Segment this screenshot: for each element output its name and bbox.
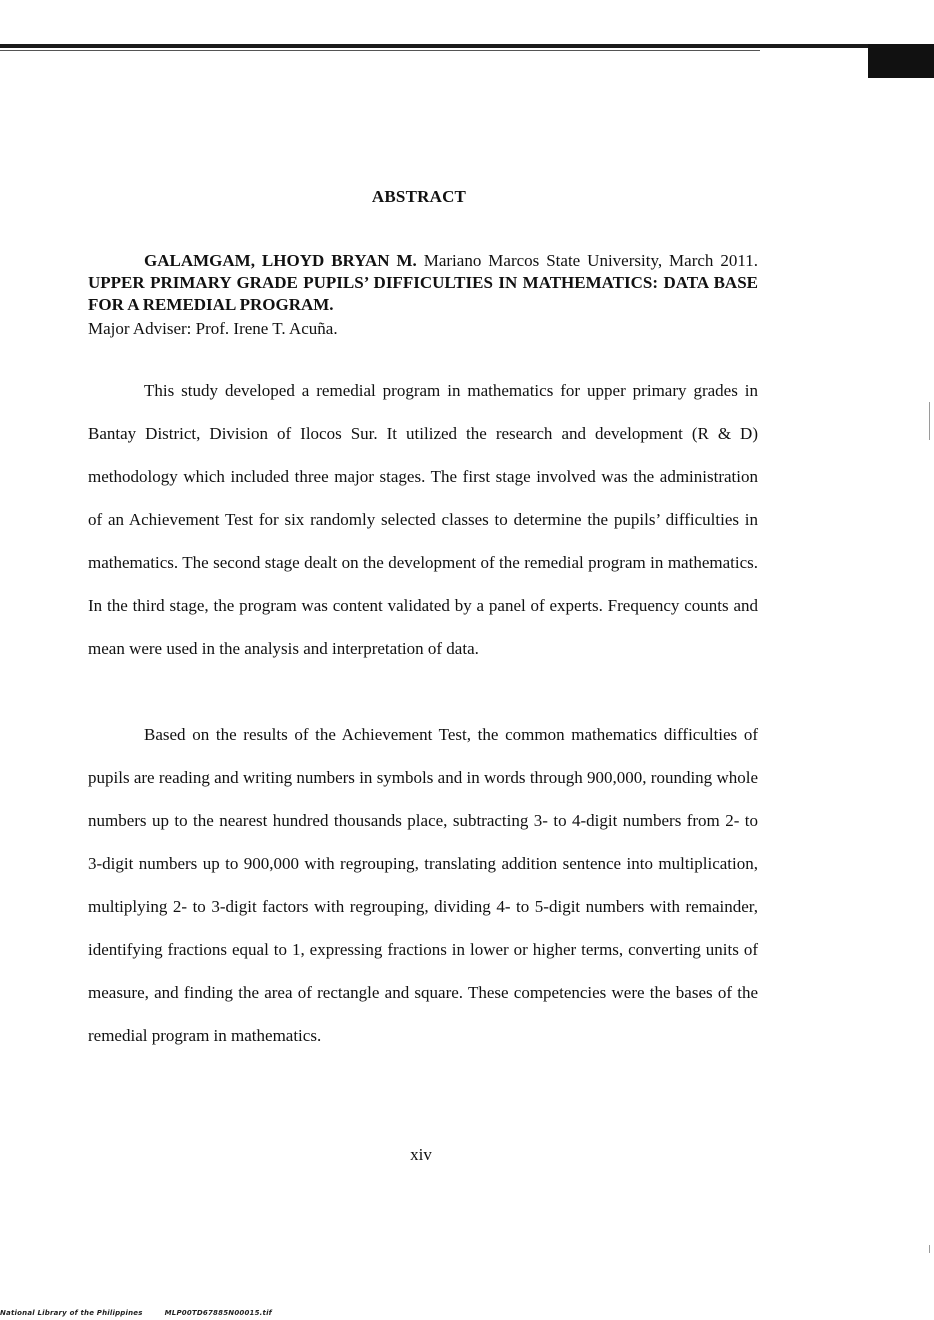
footer-file-id: MLP00TD67885N00015.tif — [164, 1309, 272, 1317]
major-adviser: Major Adviser: Prof. Irene T. Acuña. — [88, 319, 338, 338]
scan-footer — [0, 1309, 272, 1317]
page-number: xiv — [410, 1145, 432, 1164]
scan-border-line — [0, 50, 760, 51]
scan-edge-mark — [929, 402, 930, 440]
citation-block — [88, 250, 758, 316]
scan-border-top — [0, 44, 868, 48]
abstract-paragraph-1: This study developed a remedial program in mathematics for upper primary grades in Bantay District, Division of Ilocos Sur. It utilized the research and development (R & D) methodology which included three major stages. The first stage involved was the administration of an Achievement Test for six randomly selected classes to determine the pupils’ difficulties in mathematics. The second stage dealt on the development of the remedial program in mathematics. In the third stage, the program was content validated by a panel of experts. Frequency counts and mean were used in the analysis and interpretation of data. — [88, 381, 758, 658]
thesis-title: UPPER PRIMARY GRADE PUPILS’ DIFFICULTIES IN MATHEMATICS: DATA BASE FOR A REMEDIAL PROGRAM. — [88, 273, 758, 314]
scan-corner-block — [868, 44, 934, 78]
abstract-paragraph-2: Based on the results of the Achievement Test, the common mathematics difficulties of pupils are reading and writing numbers in symbols and in words through 900,000, rounding whole numbers up to the nearest hundred thousands place, subtracting 3- to 4-digit numbers from 2- to 3-digit numbers up to 900,000 with regrouping, translating addition sentence into multiplication, multiplying 2- to 3-digit factors with regrouping, dividing 4- to 5-digit numbers with remainder, identifying fractions equal to 1, expressing fractions in lower or higher terms, converting units of measure, and finding the area of rectangle and square. These competencies were the bases of the remedial program in mathematics. — [88, 725, 758, 1045]
scan-edge-mark — [929, 1245, 930, 1253]
institution-date: Mariano Marcos State University, March 2011. — [416, 251, 758, 270]
abstract-heading: ABSTRACT — [371, 187, 467, 206]
footer-library: National Library of the Philippines — [0, 1309, 143, 1317]
author-name: GALAMGAM, LHOYD BRYAN M. — [144, 251, 417, 270]
